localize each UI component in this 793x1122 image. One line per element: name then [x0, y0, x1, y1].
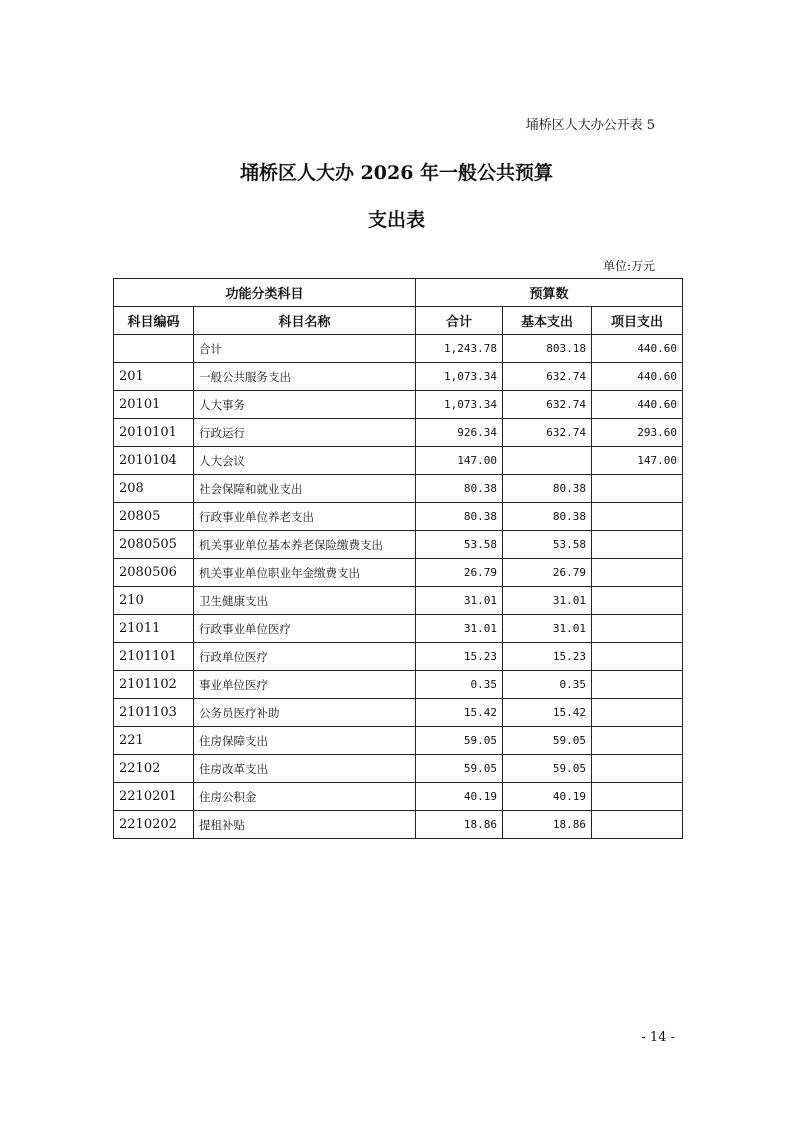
table-row	[114, 671, 683, 699]
table-tag: 埇桥区人大办公开表 5	[525, 118, 655, 133]
code-cell	[114, 335, 194, 363]
table-row	[114, 783, 683, 811]
column-header-row	[114, 307, 683, 335]
table-row	[114, 615, 683, 643]
project-cell	[592, 587, 683, 615]
code-cell: 2080506	[114, 559, 194, 587]
page-number: - 14 -	[641, 1030, 675, 1045]
table-row	[114, 531, 683, 559]
code-cell: 2010101	[114, 419, 194, 447]
name-cell: 行政运行	[194, 419, 416, 447]
total-cell: 40.19	[416, 783, 503, 811]
total-cell: 926.34	[416, 419, 503, 447]
basic-cell: 18.86	[503, 811, 592, 839]
basic-cell: 632.74	[503, 363, 592, 391]
basic-column-header: 基本支出	[503, 307, 592, 335]
total-cell: 80.38	[416, 475, 503, 503]
code-cell: 20805	[114, 503, 194, 531]
total-cell: 1,243.78	[416, 335, 503, 363]
unit-label: 单位:万元	[602, 259, 655, 273]
category-group-header: 功能分类科目	[114, 279, 416, 307]
code-cell: 2101101	[114, 643, 194, 671]
basic-cell: 31.01	[503, 615, 592, 643]
project-cell	[592, 783, 683, 811]
table-row	[114, 391, 683, 419]
code-cell: 221	[114, 727, 194, 755]
total-cell: 1,073.34	[416, 363, 503, 391]
project-cell	[592, 559, 683, 587]
project-cell	[592, 755, 683, 783]
table-row	[114, 335, 683, 363]
total-cell: 15.23	[416, 643, 503, 671]
table-row	[114, 587, 683, 615]
name-column-header: 科目名称	[194, 307, 416, 335]
name-cell: 住房公积金	[194, 783, 416, 811]
table-row	[114, 447, 683, 475]
name-cell: 一般公共服务支出	[194, 363, 416, 391]
basic-cell: 80.38	[503, 475, 592, 503]
total-column-header: 合计	[416, 307, 503, 335]
code-cell: 20101	[114, 391, 194, 419]
code-cell: 2101103	[114, 699, 194, 727]
basic-cell: 15.23	[503, 643, 592, 671]
table-row	[114, 811, 683, 839]
project-cell	[592, 811, 683, 839]
table-row	[114, 503, 683, 531]
total-cell: 1,073.34	[416, 391, 503, 419]
total-cell: 0.35	[416, 671, 503, 699]
total-cell: 53.58	[416, 531, 503, 559]
table-row	[114, 559, 683, 587]
basic-cell: 26.79	[503, 559, 592, 587]
basic-cell: 40.19	[503, 783, 592, 811]
name-cell: 人大事务	[194, 391, 416, 419]
name-cell: 住房保障支出	[194, 727, 416, 755]
project-cell	[592, 475, 683, 503]
project-cell: 440.60	[592, 363, 683, 391]
page-subtitle: 支出表	[367, 209, 425, 231]
group-header-row	[114, 279, 683, 307]
project-cell	[592, 503, 683, 531]
name-cell: 机关事业单位基本养老保险缴费支出	[194, 531, 416, 559]
code-column-header: 科目编码	[114, 307, 194, 335]
basic-cell: 31.01	[503, 587, 592, 615]
code-cell: 2010104	[114, 447, 194, 475]
code-cell: 2210201	[114, 783, 194, 811]
total-cell: 15.42	[416, 699, 503, 727]
table-row	[114, 419, 683, 447]
table-row	[114, 363, 683, 391]
budget-table	[113, 278, 683, 839]
code-cell: 2101102	[114, 671, 194, 699]
basic-cell: 59.05	[503, 755, 592, 783]
basic-cell: 632.74	[503, 419, 592, 447]
code-cell: 201	[114, 363, 194, 391]
name-cell: 提租补贴	[194, 811, 416, 839]
name-cell: 机关事业单位职业年金缴费支出	[194, 559, 416, 587]
project-cell: 440.60	[592, 391, 683, 419]
total-cell: 31.01	[416, 587, 503, 615]
project-column-header: 项目支出	[592, 307, 683, 335]
table-row	[114, 755, 683, 783]
project-cell	[592, 699, 683, 727]
table-row	[114, 727, 683, 755]
project-cell	[592, 727, 683, 755]
total-cell: 31.01	[416, 615, 503, 643]
code-cell: 22102	[114, 755, 194, 783]
name-cell: 卫生健康支出	[194, 587, 416, 615]
basic-cell: 80.38	[503, 503, 592, 531]
name-cell: 住房改革支出	[194, 755, 416, 783]
table-row	[114, 643, 683, 671]
basic-cell	[503, 447, 592, 475]
table-row	[114, 475, 683, 503]
total-cell: 18.86	[416, 811, 503, 839]
total-cell: 147.00	[416, 447, 503, 475]
basic-cell: 803.18	[503, 335, 592, 363]
code-cell: 210	[114, 587, 194, 615]
project-cell	[592, 671, 683, 699]
code-cell: 2210202	[114, 811, 194, 839]
name-cell: 事业单位医疗	[194, 671, 416, 699]
project-cell	[592, 531, 683, 559]
basic-cell: 53.58	[503, 531, 592, 559]
project-cell: 440.60	[592, 335, 683, 363]
basic-cell: 59.05	[503, 727, 592, 755]
project-cell	[592, 615, 683, 643]
basic-cell: 15.42	[503, 699, 592, 727]
name-cell: 合计	[194, 335, 416, 363]
code-cell: 208	[114, 475, 194, 503]
project-cell	[592, 643, 683, 671]
name-cell: 行政单位医疗	[194, 643, 416, 671]
table-body	[114, 335, 683, 839]
total-cell: 80.38	[416, 503, 503, 531]
total-cell: 26.79	[416, 559, 503, 587]
project-cell: 293.60	[592, 419, 683, 447]
budget-group-header: 预算数	[416, 279, 683, 307]
basic-cell: 632.74	[503, 391, 592, 419]
name-cell: 行政事业单位医疗	[194, 615, 416, 643]
name-cell: 行政事业单位养老支出	[194, 503, 416, 531]
code-cell: 21011	[114, 615, 194, 643]
table-row	[114, 699, 683, 727]
total-cell: 59.05	[416, 727, 503, 755]
page-title: 埇桥区人大办 2026 年一般公共预算	[239, 162, 554, 184]
project-cell: 147.00	[592, 447, 683, 475]
total-cell: 59.05	[416, 755, 503, 783]
name-cell: 人大会议	[194, 447, 416, 475]
name-cell: 公务员医疗补助	[194, 699, 416, 727]
name-cell: 社会保障和就业支出	[194, 475, 416, 503]
basic-cell: 0.35	[503, 671, 592, 699]
code-cell: 2080505	[114, 531, 194, 559]
